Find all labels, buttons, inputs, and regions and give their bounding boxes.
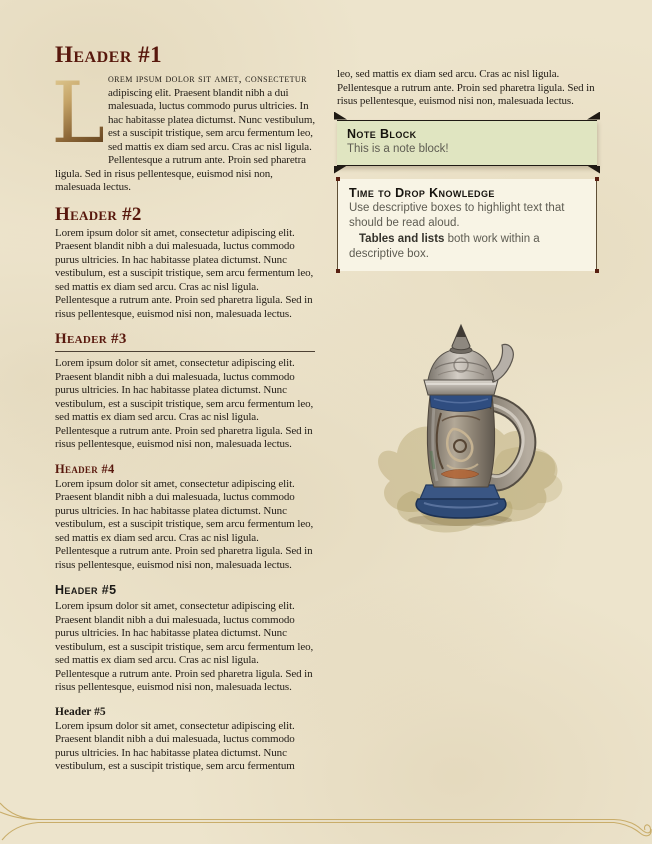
note-corner-icon (334, 112, 347, 120)
descriptive-corner-dot-icon (336, 177, 340, 181)
note-corner-icon (587, 166, 600, 174)
page-border-flourish (0, 800, 652, 844)
descriptive-box-line2 (349, 232, 585, 262)
section-header-4: Header #4 (55, 461, 115, 476)
section-header-3: Header #3 (55, 331, 315, 352)
descriptive-box-bold-text: Tables and lists (359, 232, 445, 245)
beer-stein-illustration (337, 301, 597, 537)
intro-paragraph-text: adipiscing elit. Praesent blandit nibh a dui malesuada, luctus commodo purus ultricies. In hac habitasse platea dictumst. Nunc vestibulum, est a suscipit tristique, sem arcu fermentum leo, sed mattis ex diam sed arcu. Cras ac nisl ligula. Pellentesque a rutrum ante. Proin sed pharetra ligula. Sed in risus pellentesque, euismod nisi non, malesuada lectus. (55, 86, 315, 193)
descriptive-box (337, 179, 597, 271)
page-title: Header #1 (55, 42, 163, 67)
note-corner-icon (587, 112, 600, 120)
section-header-5: Header #5 (55, 583, 117, 597)
stein-base-lower (416, 499, 506, 518)
section-paragraph: Lorem ipsum dolor sit amet, consectetur adipiscing elit. Praesent blandit nibh a dui malesuada, luctus commodo purus ultricies. In hac habitasse platea dictumst. Nunc vestibulum, est a suscipit tristique, sem arcu fermentum leo, sed mattis ex diam sed arcu. Cras ac nisl ligula. Pellentesque a rutrum ante. Proin sed pharetra ligula. Sed in risus pellentesque, euismod nisi non, malesuada lectus. (55, 357, 314, 450)
note-block (337, 120, 597, 166)
descriptive-corner-dot-icon (595, 269, 599, 273)
stein-rim (424, 380, 498, 395)
continuation-paragraph: leo, sed mattis ex diam sed arcu. Cras ac nisl ligula. Pellentesque a rutrum ante. Proin sed pharetra ligula. Sed in risus pellentesque, euismod nisi non, malesuada lectus. (337, 68, 595, 107)
section-header-2: Header #2 (55, 203, 142, 225)
right-column (337, 42, 597, 774)
section-paragraph-truncated: Lorem ipsum dolor sit amet, consectetur adipiscing elit. Praesent blandit nibh a dui malesuada, luctus commodo purus ultricies. In hac habitasse platea dictumst. Nunc vestibulum, est a suscipit tristique, sem arcu fermentum (55, 719, 295, 772)
descriptive-corner-dot-icon (595, 177, 599, 181)
left-column (51, 42, 315, 774)
section-paragraph: Lorem ipsum dolor sit amet, consectetur adipiscing elit. Praesent blandit nibh a dui malesuada, luctus commodo purus ultricies. In hac habitasse platea dictumst. Nunc vestibulum, est a suscipit tristique, sem arcu fermentum leo, sed mattis ex diam sed arcu. Cras ac nisl ligula. Pellentesque a rutrum ante. Proin sed pharetra ligula. Sed in risus pellentesque, euismod nisi non, malesuada lectus. (55, 226, 314, 320)
section-header-6: Header #5 (55, 705, 106, 718)
note-block-body: This is a note block! (347, 142, 449, 155)
descriptive-box-body: Use descriptive boxes to highlight text that should be read aloud. (349, 201, 565, 229)
note-block-title: Note Block (347, 126, 417, 141)
beer-stein-svg (342, 301, 592, 537)
descriptive-box-line2-rest: both work within a descriptive box. (349, 232, 540, 260)
drop-cap-letter: L (51, 64, 107, 162)
descriptive-box-title: Time to Drop Knowledge (349, 185, 495, 200)
descriptive-corner-dot-icon (336, 269, 340, 273)
section-paragraph: Lorem ipsum dolor sit amet, consectetur adipiscing elit. Praesent blandit nibh a dui malesuada, luctus commodo purus ultricies. In hac habitasse platea dictumst. Nunc vestibulum, est a suscipit tristique, sem arcu fermentum leo, sed mattis ex diam sed arcu. Cras ac nisl ligula. Pellentesque a rutrum ante. Proin sed pharetra ligula. Sed in risus pellentesque, euismod nisi non, malesuada lectus. (55, 477, 314, 571)
lead-small-caps: orem ipsum dolor sit amet, consectetur (108, 73, 307, 85)
intro-paragraph (51, 64, 315, 195)
note-corner-icon (334, 166, 347, 174)
section-paragraph: Lorem ipsum dolor sit amet, consectetur adipiscing elit. Praesent blandit nibh a dui malesuada, luctus commodo purus ultricies. In hac habitasse platea dictumst. Nunc vestibulum, est a suscipit tristique, sem arcu fermentum leo, sed mattis ex diam sed arcu. Cras ac nisl ligula. Pellentesque a rutrum ante. Proin sed pharetra ligula. Sed in risus pellentesque, euismod nisi non, malesuada lectus. (55, 600, 314, 693)
